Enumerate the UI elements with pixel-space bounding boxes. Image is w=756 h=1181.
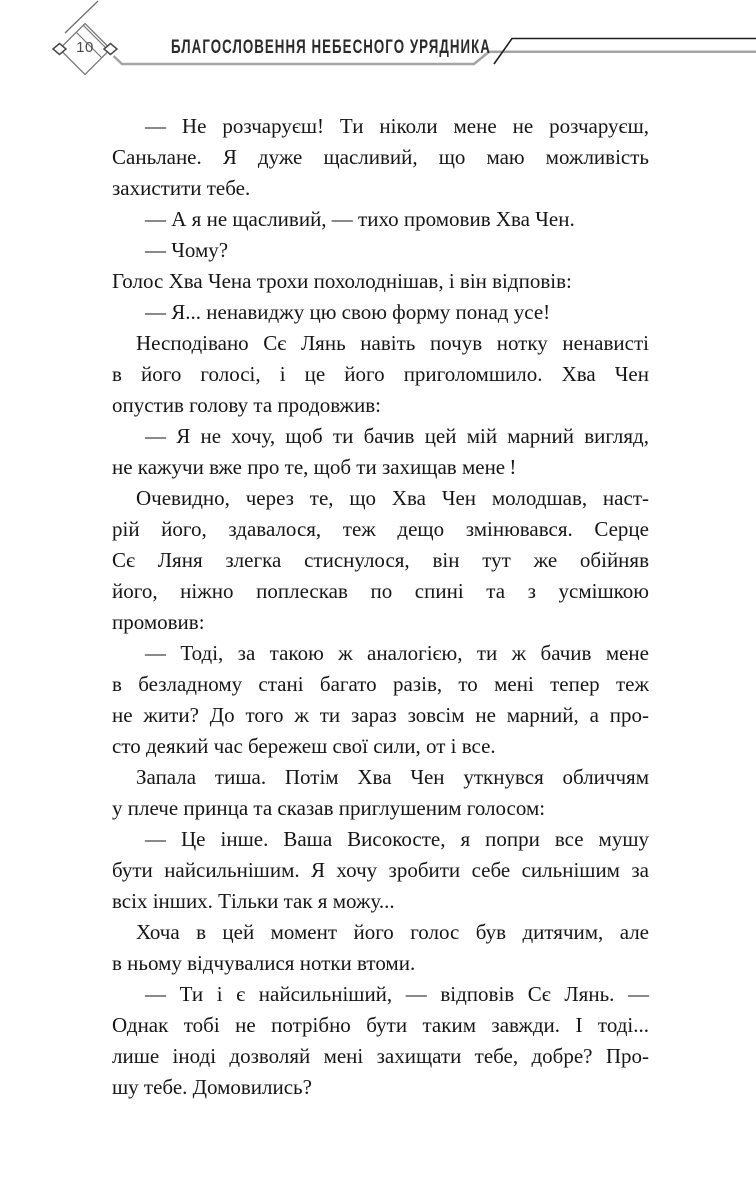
text-line: захистити тебе.: [112, 176, 251, 200]
text-line: в ньому відчувалися нотки втоми.: [112, 951, 416, 975]
text-line: Однак тобі не потрібно бути таким завжди. І тоді...: [112, 1013, 649, 1037]
text-line: Голос Хва Чена трохи похолоднішав, і він відповів:: [112, 269, 572, 293]
text-line: промовив:: [112, 610, 205, 634]
running-title: БЛАГОСЛОВЕННЯ НЕБЕСНОГО УРЯДНИКА: [171, 37, 491, 58]
text-line: — А я не щасливий, — тихо промовив Хва Чен.: [145, 207, 575, 231]
text-line: — Ти і є найсильніший, — відповів Сє Лянь. —: [145, 982, 649, 1006]
text-line: всіх інших. Тільки так я можу...: [112, 889, 395, 913]
text-line: в його голосі, і це його приголомшило. Хва Чен: [112, 362, 649, 386]
text-line: — Я не хочу, щоб ти бачив цей мій марний вигляд,: [145, 424, 649, 448]
text-line: Несподівано Сє Лянь навіть почув нотку ненависті: [136, 331, 649, 355]
text-line: у плече принца та сказав приглушеним голосом:: [112, 796, 546, 820]
text-line: не жити? До того ж ти зараз зовсім не марний, а про-: [112, 703, 649, 727]
text-line: бути найсильнішим. Я хочу зробити себе сильнішим за: [112, 858, 649, 882]
text-line: — Чому?: [145, 238, 229, 262]
text-line: сто деякий час бережеш свої сили, от і все.: [112, 734, 496, 758]
text-line: — Не розчаруєш! Ти ніколи мене не розчаруєш,: [145, 114, 649, 138]
text-line: рій його, здавалося, теж дещо змінювався. Серце: [112, 517, 649, 541]
text-line: Саньлане. Я дуже щасливий, що маю можливість: [112, 145, 649, 169]
text-line: в безладному стані багато разів, то мені тепер теж: [112, 672, 649, 696]
text-line: шу тебе. Домовились?: [112, 1075, 312, 1099]
text-line: Очевидно, через те, що Хва Чен молодшав, наст-: [136, 486, 649, 510]
page-number: 10: [76, 39, 94, 56]
text-line: — Це інше. Ваша Високосте, я попри все мушу: [145, 827, 649, 851]
text-line: — Тоді, за такою ж аналогією, ти ж бачив мене: [145, 641, 649, 665]
text-line: опустив голову та продовжив:: [112, 393, 382, 417]
text-line: його, ніжно поплескав по спині та з усмішкою: [112, 579, 649, 603]
text-line: лише іноді дозволяй мені захищати тебе, добре? Про-: [112, 1044, 649, 1068]
text-line: Хоча в цей момент його голос був дитячим, але: [136, 920, 649, 944]
text-line: не кажучи вже про те, щоб ти захищав мене !: [112, 455, 517, 479]
corner-flourish-line: [65, 1, 98, 33]
body-text: [112, 111, 649, 1103]
text-line: — Я... ненавиджу цю свою форму понад усе!: [145, 300, 551, 324]
text-line: Сє Ляня злегка стиснулося, він тут же обійняв: [112, 548, 649, 572]
text-line: Запала тиша. Потім Хва Чен уткнувся обличчям: [136, 765, 649, 789]
